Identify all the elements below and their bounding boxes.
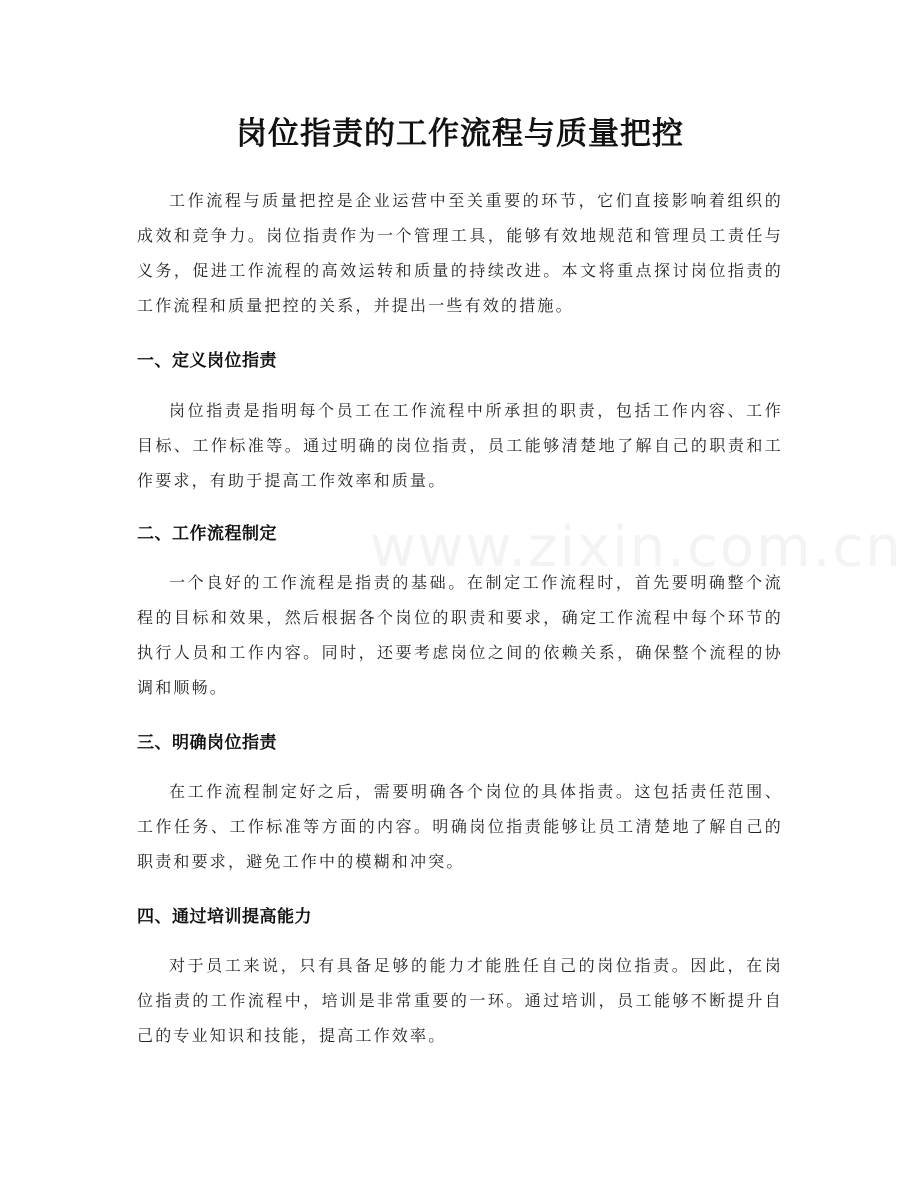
section-4-body: 对于员工来说，只有具备足够的能力才能胜任自己的岗位指责。因此，在岗位指责的工作流程中，培训是非常重要的一环。通过培训，员工能够不断提升自己的专业知识和技能，提高工作效率。: [137, 956, 783, 1045]
watermark: www.zixin.com.cn: [370, 515, 903, 580]
section-1-heading: 一、定义岗位指责: [137, 351, 277, 371]
section-4-heading: 四、通过培训提高能力: [137, 907, 312, 927]
section-2-body: 一个良好的工作流程是指责的基础。在制定工作流程时，首先要明确整个流程的目标和效果，然后根据各个岗位的职责和要求，确定工作流程中每个环节的执行人员和工作内容。同时，还要考虑岗位之间的依赖关系，确保整个流程的协调和顺畅。: [137, 573, 783, 697]
intro-paragraph: 工作流程与质量把控是企业运营中至关重要的环节，它们直接影响着组织的成效和竞争力。岗位指责作为一个管理工具，能够有效地规范和管理员工责任与义务，促进工作流程的高效运转和质量的持续改进。本文将重点探讨岗位指责的工作流程和质量把控的关系，并提出一些有效的措施。: [137, 191, 783, 315]
page-title: 岗位指责的工作流程与质量把控: [236, 116, 684, 152]
section-2-heading: 二、工作流程制定: [137, 524, 277, 544]
section-1-body: 岗位指责是指明每个员工在工作流程中所承担的职责，包括工作内容、工作目标、工作标准等。通过明确的岗位指责，员工能够清楚地了解自己的职责和工作要求，有助于提高工作效率和质量。: [137, 401, 783, 490]
section-3-heading: 三、明确岗位指责: [137, 733, 277, 753]
section-3-body: 在工作流程制定好之后，需要明确各个岗位的具体指责。这包括责任范围、工作任务、工作标准等方面的内容。明确岗位指责能够让员工清楚地了解自己的职责和要求，避免工作中的模糊和冲突。: [137, 782, 783, 871]
